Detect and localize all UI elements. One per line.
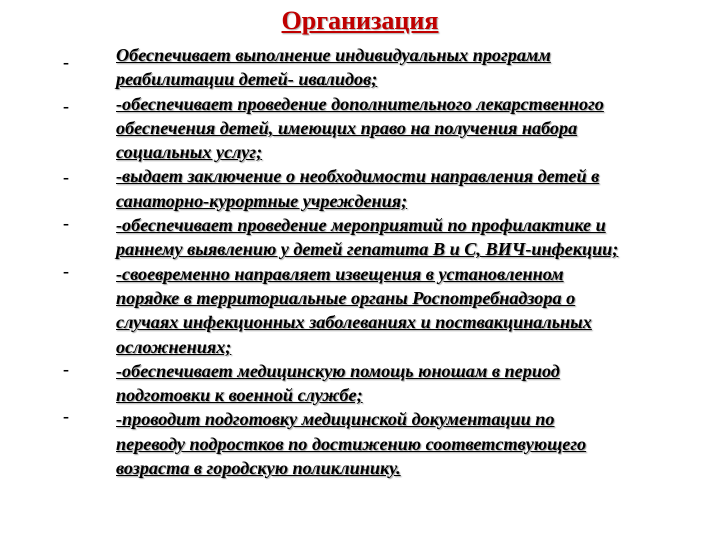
bullet-dash: - xyxy=(63,167,69,187)
text-line: -обеспечивает медицинскую помощь юношам в период xyxy=(116,360,560,381)
text-line: социальных услуг; xyxy=(116,142,263,163)
text-line: -выдает заключение о необходимости направления детей в xyxy=(116,166,600,187)
text-line: осложнениях; xyxy=(116,336,232,357)
text-line: реабилитации детей- ивалидов; xyxy=(116,69,378,90)
text-line: раннему выявлению у детей гепатита В и С, ВИЧ-инфекции; xyxy=(116,239,619,260)
bullet-dash: - xyxy=(63,96,69,116)
text-line: обеспечения детей, имеющих право на получения набора xyxy=(116,117,578,138)
text-line: Обеспечивает выполнение индивидуальных программ xyxy=(116,45,551,65)
text-line: переводу подростков по достижению соответствующего xyxy=(116,433,587,454)
bullet-dash: - xyxy=(63,359,69,379)
text-line: -проводит подготовку медицинской документации по xyxy=(116,409,555,430)
text-line: возраста в городскую поликлинику. xyxy=(116,458,401,479)
text-line: подготовки к военной службе; xyxy=(116,385,363,406)
text-line: порядке в территориальные органы Роспотребнадзора о xyxy=(116,287,576,308)
bullet-dash: - xyxy=(63,213,69,233)
text-line: -обеспечивает проведение мероприятий по профилактике и xyxy=(116,215,606,236)
text-line: -обеспечивает проведение дополнительного лекарственного xyxy=(116,93,604,114)
bullet-dash: - xyxy=(63,406,69,426)
text-line: санаторно-курортные учреждения; xyxy=(116,190,408,211)
text-line: -своевременно направляет извещения в установленном xyxy=(116,263,564,284)
slide-title: Организация xyxy=(281,6,439,35)
bullet-dash: - xyxy=(63,52,69,72)
text-line: случаях инфекционных заболеваниях и поствакцинальных xyxy=(116,312,592,333)
body-text xyxy=(116,43,618,480)
bullet-dash: - xyxy=(63,261,69,281)
